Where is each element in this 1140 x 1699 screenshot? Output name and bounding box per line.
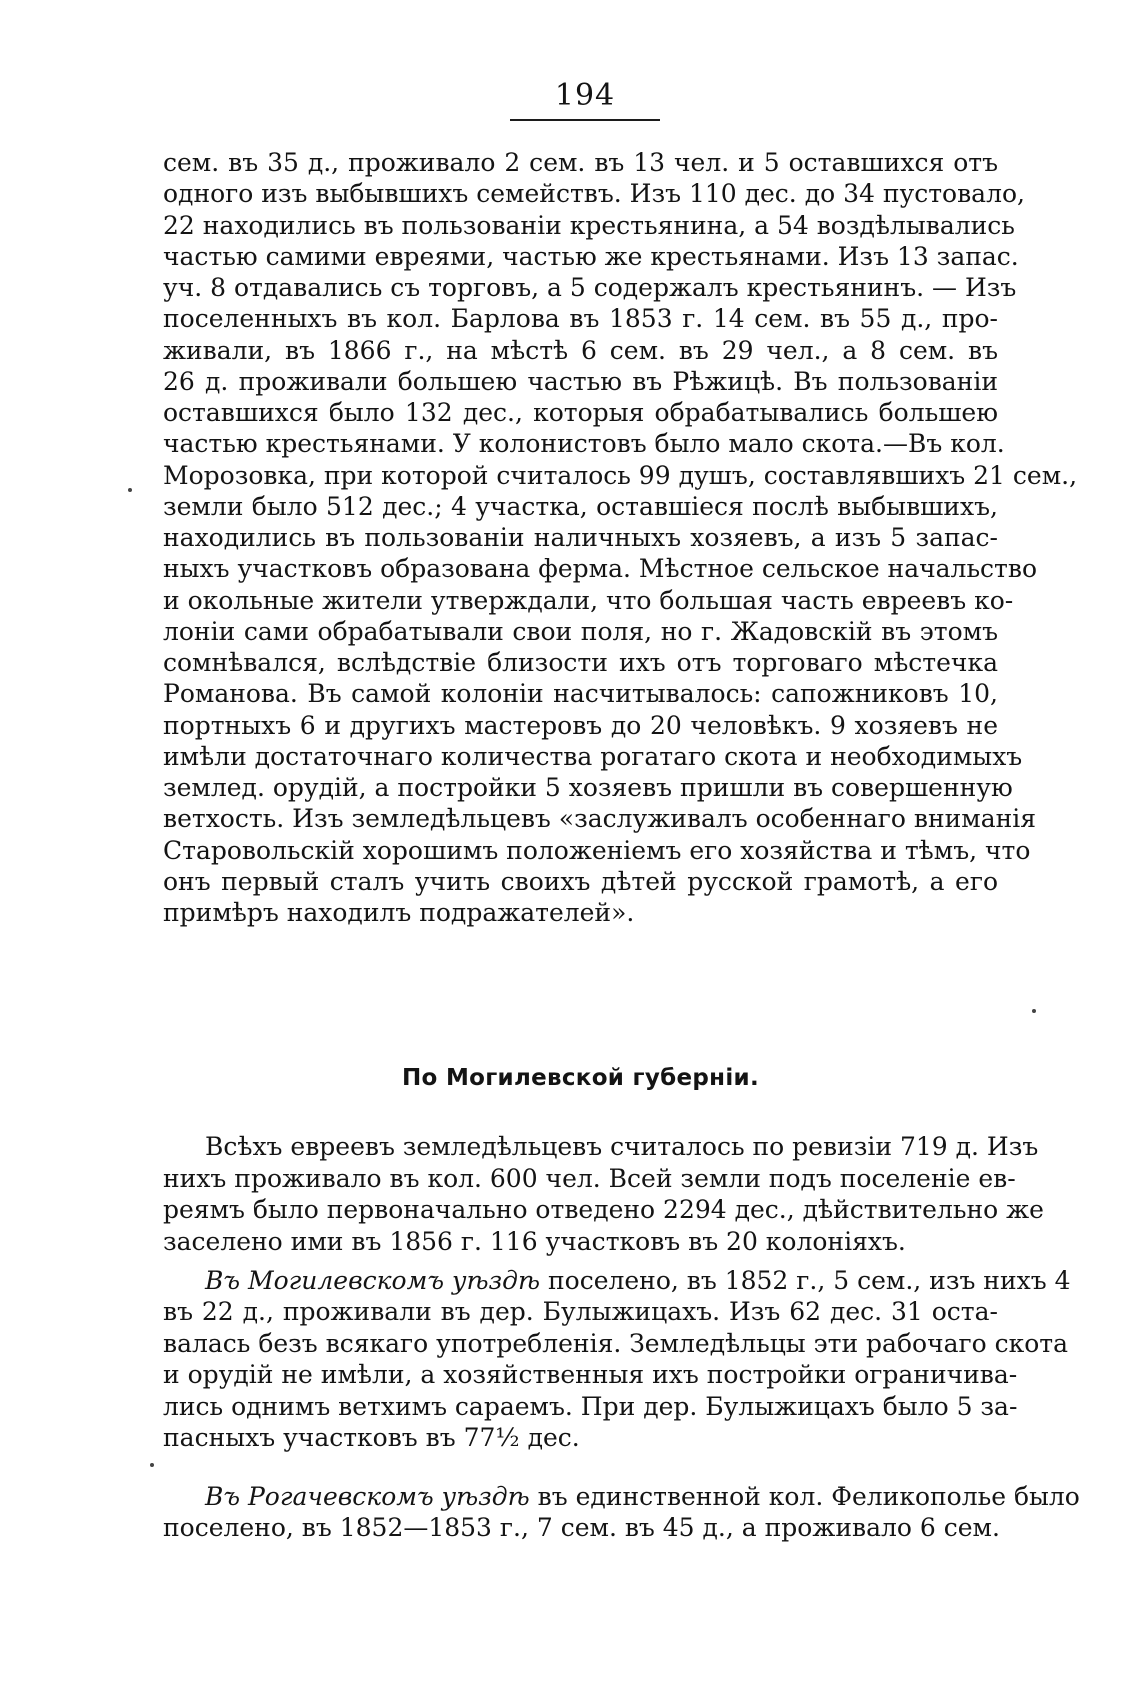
text-line: поселенныхъ въ кол. Барлова въ 1853 г. 14 сем. въ 55 д., про- [163, 304, 998, 334]
text-line: заселено ими въ 1856 г. 116 участковъ въ 20 колонiяхъ. [163, 1226, 906, 1256]
paper-speck [128, 488, 132, 492]
text-line: частью крестьянами. У колонистовъ было мало скота.—Въ кол. [163, 429, 1005, 459]
italic-district-name: Въ Рогачевскомъ уѣздѣ [205, 1482, 530, 1511]
text-line: 22 находились въ пользованiи крестьянина, а 54 воздѣлывались [163, 210, 1015, 240]
text-line: землед. орудiй, а постройки 5 хозяевъ пришли въ совершенную [163, 773, 1013, 802]
text-line: Морозовка, при которой считалось 99 душъ, составлявшихъ 21 сем., [163, 460, 1078, 490]
text-line: въ 22 д., проживали въ дер. Булыжицахъ. Изъ 62 дес. 31 оста- [163, 1297, 998, 1326]
line-text: въ единственной кол. Феликополье было [529, 1482, 1080, 1511]
section-heading: По Могилевской губернiи. [401, 1065, 759, 1091]
page-number-rule [510, 119, 660, 121]
text-line: поселено, въ 1852—1853 г., 7 сем. въ 45 д., а проживало 6 сем. [163, 1513, 1000, 1542]
text-line: лись однимъ ветхимъ сараемъ. При дер. Булыжицахъ было 5 за- [163, 1391, 1018, 1421]
text-line: Старовольскiй хорошимъ положенiемъ его хозяйства и тѣмъ, что [163, 835, 1031, 865]
italic-district-name: Въ Могилевскомъ уѣздѣ [205, 1266, 541, 1295]
text-line: реямъ было первоначально отведено 2294 дес., дѣйствительно же [163, 1195, 1044, 1224]
text-line: лонiи сами обрабатывали свои поля, но г. Жадовскiй въ этомъ [163, 616, 998, 646]
text-line: и окольные жители утверждали, что большая часть евреевъ ко- [163, 585, 1014, 615]
text-line: онъ первый сталъ учить своихъ дѣтей русской грамотѣ, а его [163, 866, 998, 896]
page-number: 194 [554, 78, 616, 113]
text-line: 26 д. проживали большею частью въ Рѣжицѣ. Въ пользованiи [163, 366, 998, 396]
text-line: примѣръ находилъ подражателей». [163, 898, 635, 927]
paper-speck [150, 1463, 154, 1467]
text-line: валась безъ всякаго употребленiя. Земледѣльцы эти рабочаго скота [163, 1328, 1069, 1358]
paper-speck [1032, 1009, 1036, 1013]
text-line: сомнѣвался, вслѣдствiе близости ихъ отъ торговаго мѣстечка [163, 648, 998, 677]
paragraph-3-first-line [205, 1264, 1071, 1298]
text-line: имѣли достаточнаго количества рогатаго скота и необходимыхъ [163, 741, 1023, 771]
text-line: Романова. Въ самой колонiи насчитывалось: сапожниковъ 10, [163, 679, 998, 709]
text-line: живали, въ 1866 г., на мѣстѣ 6 сем. въ 29 чел., а 8 сем. въ [163, 335, 998, 365]
text-line: земли было 512 дес.; 4 участка, оставшiеся послѣ выбывшихъ, [163, 491, 998, 521]
line-text: поселено, въ 1852 г., 5 сем., изъ нихъ 4 [540, 1266, 1071, 1295]
text-line: одного изъ выбывшихъ семействъ. Изъ 110 дес. до 34 пустовало, [163, 179, 1025, 209]
text-line: уч. 8 отдавались съ торговъ, а 5 содержалъ крестьянинъ. — Изъ [163, 273, 1017, 302]
text-line: и орудiй не имѣли, а хозяйственныя ихъ постройки ограничива- [163, 1360, 1018, 1389]
text-line: оставшихся было 132 дес., которыя обрабатывались большею [163, 398, 998, 427]
text-line: пасныхъ участковъ въ 77½ дес. [163, 1423, 580, 1452]
text-line: нихъ проживало въ кол. 600 чел. Всей земли подъ поселенiе ев- [163, 1163, 1016, 1193]
text-line: частью самими евреями, частью же крестьянами. Изъ 13 запас. [163, 241, 1019, 271]
text-line: ветхость. Изъ земледѣльцевъ «заслуживалъ особеннаго вниманiя [163, 804, 1037, 834]
text-line: сем. въ 35 д., проживало 2 сем. въ 13 чел. и 5 оставшихся отъ [163, 148, 998, 177]
text-line: Всѣхъ евреевъ земледѣльцевъ считалось по ревизiи 719 д. Изъ [205, 1132, 1039, 1161]
text-line: ныхъ участковъ образована ферма. Мѣстное сельское начальство [163, 554, 1038, 584]
text-line: находились въ пользованiи наличныхъ хозяевъ, а изъ 5 запас- [163, 523, 998, 552]
paragraph-4-first-line [205, 1480, 1080, 1514]
text-line: портныхъ 6 и другихъ мастеровъ до 20 человѣкъ. 9 хозяевъ не [163, 710, 998, 740]
